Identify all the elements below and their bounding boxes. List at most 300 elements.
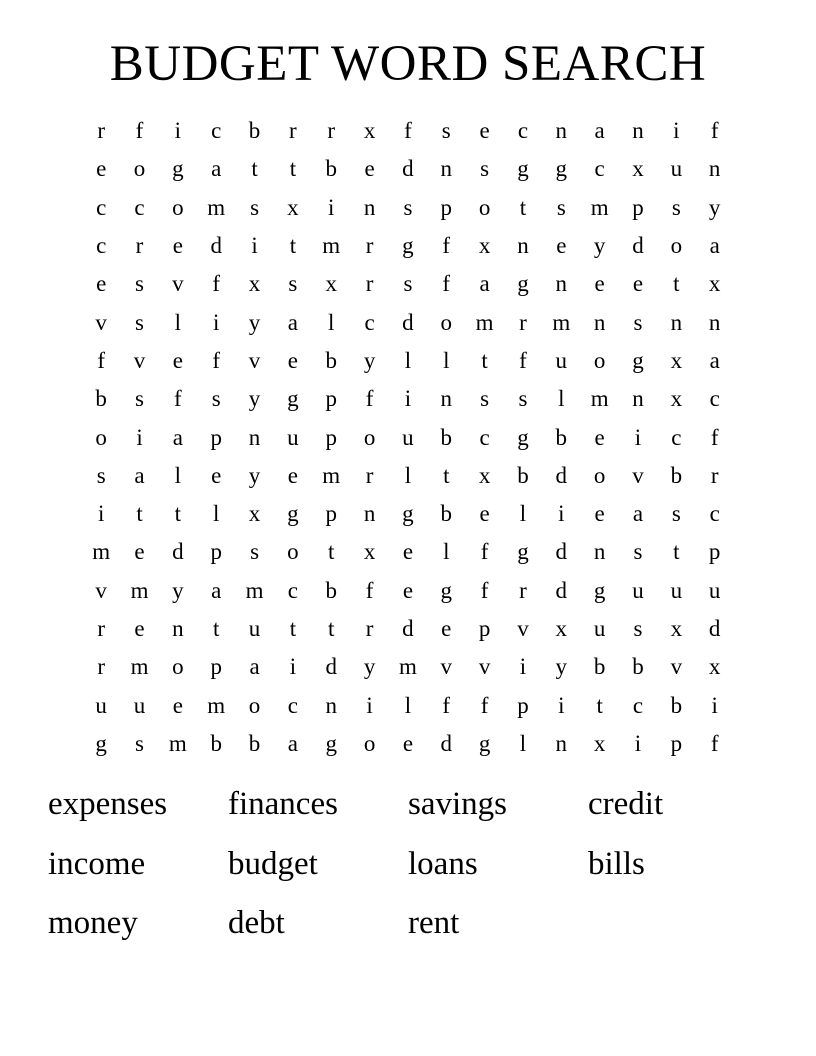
grid-letter: s: [250, 194, 260, 220]
grid-letter: t: [174, 501, 182, 527]
grid-row: [82, 112, 734, 150]
grid-letter: f: [365, 577, 374, 603]
grid-letter: i: [711, 692, 718, 718]
page-title: BUDGET WORD SEARCH: [109, 36, 707, 92]
grid-letter: u: [670, 156, 683, 182]
grid-letter: r: [365, 233, 374, 259]
grid-letter: u: [593, 616, 606, 641]
grid-letter: n: [440, 156, 453, 182]
grid-letter: u: [632, 577, 644, 603]
grid-letter: a: [287, 309, 298, 335]
grid-letter: y: [593, 233, 606, 259]
grid-row: [82, 533, 734, 571]
grid-letter: v: [172, 271, 184, 297]
grid-letter: c: [96, 233, 107, 259]
grid-letter: p: [210, 539, 222, 565]
grid-letter: m: [322, 233, 341, 259]
grid-letter: m: [245, 577, 264, 603]
grid-letter: o: [287, 539, 299, 565]
grid-letter: t: [289, 156, 297, 182]
grid-letter: n: [325, 692, 337, 718]
grid-letter: o: [172, 654, 184, 680]
grid-letter: n: [708, 156, 721, 182]
grid-letter: b: [593, 654, 606, 680]
grid-letter: u: [402, 424, 414, 450]
grid-letter: b: [95, 386, 107, 412]
grid-letter: d: [172, 539, 184, 565]
grid-letter: a: [632, 501, 644, 527]
grid-letter: x: [593, 730, 606, 756]
grid-letter: b: [670, 462, 683, 488]
grid-letter: s: [633, 539, 643, 565]
grid-letter: c: [479, 424, 490, 450]
grid-letter: m: [322, 462, 341, 488]
grid-letter: x: [248, 271, 261, 297]
grid-letter: s: [633, 616, 643, 641]
grid-letter: c: [632, 692, 644, 718]
grid-letter: g: [287, 386, 299, 412]
grid-letter: g: [555, 156, 568, 182]
grid-letter: l: [519, 501, 527, 527]
grid-letter: x: [363, 118, 376, 144]
letter-grid: [82, 112, 734, 763]
grid-row: [82, 342, 734, 380]
grid-letter: m: [207, 692, 226, 718]
grid-letter: l: [443, 539, 450, 565]
grid-letter: e: [402, 577, 414, 603]
grid-letter: s: [480, 386, 490, 412]
grid-letter: f: [135, 118, 144, 144]
grid-letter: p: [210, 424, 222, 450]
grid-letter: p: [708, 539, 721, 565]
grid-letter: f: [365, 386, 374, 412]
grid-letter: f: [480, 577, 489, 603]
grid-letter: i: [136, 424, 143, 450]
grid-letter: u: [95, 692, 107, 718]
grid-letter: f: [442, 271, 451, 297]
grid-letter: e: [402, 539, 414, 565]
grid-letter: e: [172, 347, 183, 373]
grid-letter: g: [517, 271, 529, 297]
grid-letter: g: [172, 156, 184, 182]
grid-letter: m: [130, 577, 149, 603]
grid-letter: d: [555, 462, 568, 488]
grid-letter: l: [443, 347, 450, 373]
grid-letter: l: [328, 309, 335, 335]
grid-letter: b: [248, 118, 261, 144]
grid-letter: a: [134, 462, 145, 488]
grid-row: [82, 495, 734, 533]
grid-letter: b: [517, 462, 529, 488]
grid-letter: c: [134, 194, 145, 220]
word-list-item: savings: [408, 786, 507, 822]
grid-letter: n: [632, 118, 644, 144]
grid-letter: l: [558, 386, 565, 412]
grid-letter: u: [708, 577, 721, 603]
grid-letter: i: [97, 501, 105, 527]
grid-letter: d: [402, 156, 414, 182]
grid-letter: c: [594, 156, 605, 182]
grid-letter: o: [363, 424, 376, 450]
grid-letter: e: [172, 233, 183, 259]
grid-letter: t: [443, 462, 450, 488]
grid-letter: n: [363, 194, 376, 220]
grid-letter: e: [632, 271, 644, 297]
grid-letter: x: [287, 194, 299, 220]
grid-row: [82, 303, 734, 341]
grid-letter: e: [211, 462, 222, 488]
grid-letter: c: [709, 386, 720, 412]
grid-letter: p: [325, 386, 337, 412]
grid-letter: n: [440, 386, 453, 412]
grid-letter: g: [95, 730, 107, 756]
grid-letter: s: [211, 386, 221, 412]
grid-letter: t: [136, 501, 143, 527]
grid-letter: b: [325, 156, 337, 182]
grid-letter: t: [673, 539, 680, 565]
grid-letter: v: [670, 654, 683, 680]
grid-letter: g: [593, 577, 606, 603]
grid-letter: l: [174, 462, 182, 488]
grid-letter: x: [248, 501, 261, 527]
grid-row: [82, 189, 734, 227]
grid-letter: s: [671, 194, 681, 220]
grid-letter: r: [365, 616, 374, 641]
grid-letter: s: [403, 194, 413, 220]
grid-row: [82, 648, 734, 686]
grid-letter: o: [172, 194, 184, 220]
grid-row: [82, 686, 734, 724]
grid-letter: t: [328, 539, 335, 565]
grid-letter: t: [328, 616, 335, 641]
grid-letter: x: [670, 386, 683, 412]
grid-letter: v: [517, 616, 529, 641]
grid-letter: x: [670, 347, 683, 373]
grid-letter: r: [519, 577, 527, 603]
grid-letter: d: [402, 616, 414, 641]
grid-letter: r: [97, 616, 105, 641]
grid-letter: s: [441, 118, 451, 144]
grid-letter: u: [248, 616, 261, 641]
grid-letter: p: [517, 692, 529, 718]
grid-letter: f: [480, 539, 489, 565]
grid-letter: o: [670, 233, 683, 259]
grid-letter: e: [402, 730, 414, 756]
grid-letter: i: [634, 424, 642, 450]
grid-letter: p: [210, 654, 222, 680]
grid-letter: s: [135, 730, 144, 756]
grid-letter: n: [593, 539, 606, 565]
grid-letter: l: [404, 347, 412, 373]
grid-letter: f: [404, 118, 412, 144]
grid-letter: t: [481, 347, 488, 373]
grid-letter: b: [210, 730, 222, 756]
grid-letter: a: [709, 233, 720, 259]
grid-letter: c: [287, 692, 298, 718]
grid-letter: m: [552, 309, 571, 335]
grid-letter: e: [134, 616, 145, 641]
grid-letter: b: [440, 501, 453, 527]
grid-letter: v: [133, 347, 146, 373]
grid-letter: a: [594, 118, 605, 144]
grid-letter: s: [96, 462, 106, 488]
grid-letter: t: [289, 616, 297, 641]
grid-letter: f: [710, 424, 719, 450]
grid-row: [82, 572, 734, 610]
grid-letter: t: [289, 233, 297, 259]
grid-letter: s: [480, 156, 490, 182]
grid-letter: s: [135, 386, 144, 412]
grid-letter: c: [211, 118, 222, 144]
grid-letter: e: [134, 539, 145, 565]
grid-letter: n: [555, 730, 568, 756]
word-list-item: budget: [228, 845, 318, 882]
grid-letter: u: [287, 424, 299, 450]
grid-letter: r: [710, 462, 719, 488]
grid-letter: s: [288, 271, 298, 297]
grid-letter: g: [517, 424, 529, 450]
grid-letter: o: [95, 424, 107, 450]
grid-letter: l: [404, 462, 412, 488]
grid-letter: i: [213, 309, 220, 335]
grid-letter: e: [96, 156, 107, 182]
grid-row: [82, 418, 734, 456]
grid-letter: g: [402, 233, 414, 259]
grid-letter: y: [172, 577, 184, 603]
grid-letter: o: [593, 462, 606, 488]
grid-letter: n: [248, 424, 261, 450]
grid-letter: o: [440, 309, 453, 335]
grid-letter: x: [708, 654, 721, 680]
grid-row: [82, 725, 734, 763]
grid-letter: n: [708, 309, 721, 335]
grid-letter: s: [403, 271, 413, 297]
grid-letter: i: [174, 118, 182, 144]
grid-letter: g: [325, 730, 337, 756]
grid-letter: e: [479, 118, 490, 144]
grid-letter: f: [212, 271, 221, 297]
grid-letter: f: [710, 118, 719, 144]
grid-letter: u: [670, 577, 683, 603]
grid-letter: g: [517, 156, 529, 182]
grid-letter: c: [517, 118, 529, 144]
grid-letter: l: [174, 309, 182, 335]
grid-letter: s: [556, 194, 566, 220]
word-list-item: debt: [228, 905, 285, 941]
grid-letter: x: [670, 616, 683, 641]
grid-letter: m: [398, 654, 417, 680]
grid-letter: n: [670, 309, 683, 335]
grid-letter: g: [478, 730, 491, 756]
grid-letter: o: [478, 194, 491, 220]
grid-letter: o: [363, 730, 376, 756]
grid-letter: e: [287, 347, 298, 373]
grid-letter: i: [519, 654, 527, 680]
grid-letter: d: [402, 309, 414, 335]
grid-letter: m: [130, 654, 149, 680]
grid-row: [82, 380, 734, 418]
grid-letter: r: [97, 654, 105, 680]
grid-letter: b: [248, 730, 261, 756]
grid-letter: i: [634, 730, 642, 756]
grid-letter: o: [248, 692, 261, 718]
grid-letter: u: [555, 347, 568, 373]
grid-letter: a: [172, 424, 183, 450]
grid-letter: i: [558, 501, 565, 527]
grid-letter: e: [287, 462, 298, 488]
grid-letter: r: [365, 462, 374, 488]
grid-letter: n: [593, 309, 606, 335]
grid-letter: r: [365, 271, 374, 297]
grid-letter: t: [596, 692, 603, 718]
grid-letter: g: [402, 501, 414, 527]
grid-letter: d: [555, 577, 568, 603]
grid-letter: p: [440, 194, 453, 220]
grid-letter: x: [478, 233, 491, 259]
grid-letter: d: [555, 539, 568, 565]
word-list-item: bills: [588, 845, 645, 882]
grid-letter: e: [556, 233, 567, 259]
grid-letter: i: [328, 194, 335, 220]
grid-letter: e: [594, 501, 605, 527]
grid-letter: x: [708, 271, 721, 297]
grid-letter: f: [174, 386, 182, 412]
grid-letter: s: [135, 271, 144, 297]
grid-letter: v: [248, 347, 261, 373]
grid-letter: d: [632, 233, 644, 259]
grid-letter: v: [95, 309, 107, 335]
grid-letter: p: [325, 501, 337, 527]
grid-letter: b: [632, 654, 644, 680]
grid-letter: v: [478, 654, 491, 680]
grid-letter: d: [708, 616, 721, 641]
grid-letter: p: [325, 424, 337, 450]
grid-letter: l: [404, 692, 412, 718]
grid-letter: s: [633, 309, 643, 335]
grid-letter: e: [479, 501, 490, 527]
grid-letter: a: [249, 654, 260, 680]
grid-letter: d: [210, 233, 222, 259]
grid-letter: t: [213, 616, 220, 641]
grid-letter: o: [593, 347, 606, 373]
word-list-item: credit: [588, 786, 664, 822]
grid-letter: c: [671, 424, 682, 450]
grid-row: [82, 610, 734, 648]
grid-letter: m: [207, 194, 226, 220]
grid-letter: g: [287, 501, 299, 527]
word-list-item: income: [48, 845, 146, 882]
grid-letter: g: [440, 577, 453, 603]
grid-letter: m: [168, 730, 187, 756]
grid-letter: e: [594, 424, 605, 450]
grid-letter: f: [212, 347, 221, 373]
grid-letter: e: [96, 271, 107, 297]
grid-letter: c: [709, 501, 720, 527]
grid-letter: y: [248, 309, 261, 335]
grid-letter: y: [248, 462, 261, 488]
grid-letter: y: [555, 654, 568, 680]
grid-letter: x: [325, 271, 337, 297]
grid-letter: c: [287, 577, 298, 603]
grid-row: [82, 150, 734, 188]
grid-letter: y: [248, 386, 261, 412]
grid-letter: f: [519, 347, 527, 373]
grid-letter: d: [325, 654, 337, 680]
grid-letter: c: [364, 309, 375, 335]
grid-letter: s: [250, 539, 260, 565]
grid-letter: m: [590, 194, 609, 220]
grid-letter: a: [479, 271, 490, 297]
word-list-item: expenses: [48, 786, 168, 822]
grid-letter: s: [671, 501, 681, 527]
grid-letter: n: [555, 118, 568, 144]
word-list-item: rent: [408, 905, 460, 941]
grid-letter: s: [135, 309, 144, 335]
grid-letter: y: [363, 654, 376, 680]
grid-letter: e: [441, 616, 452, 641]
grid-letter: f: [442, 233, 451, 259]
grid-letter: t: [251, 156, 258, 182]
word-list: [48, 778, 768, 957]
word-list-item: loans: [408, 845, 478, 882]
grid-letter: t: [519, 194, 527, 220]
grid-letter: i: [404, 386, 412, 412]
grid-letter: f: [480, 692, 489, 718]
grid-letter: m: [92, 539, 111, 565]
grid-letter: r: [519, 309, 527, 335]
grid-letter: r: [135, 233, 144, 259]
grid-letter: a: [211, 577, 222, 603]
grid-letter: s: [518, 386, 528, 412]
grid-letter: v: [440, 654, 453, 680]
grid-letter: v: [632, 462, 644, 488]
grid-letter: n: [555, 271, 568, 297]
grid-letter: a: [709, 347, 720, 373]
grid-letter: c: [96, 194, 107, 220]
grid-letter: b: [440, 424, 453, 450]
grid-letter: a: [211, 156, 222, 182]
grid-letter: t: [673, 271, 680, 297]
grid-letter: e: [594, 271, 605, 297]
grid-letter: a: [287, 730, 298, 756]
grid-letter: b: [325, 577, 337, 603]
grid-letter: e: [172, 692, 183, 718]
grid-letter: i: [289, 654, 297, 680]
grid-letter: n: [172, 616, 184, 641]
grid-letter: f: [710, 730, 719, 756]
grid-row: [82, 265, 734, 303]
grid-letter: o: [133, 156, 146, 182]
grid-letter: r: [289, 118, 297, 144]
grid-letter: y: [708, 194, 721, 220]
word-list-item: finances: [228, 786, 338, 822]
grid-letter: n: [632, 386, 644, 412]
grid-letter: g: [632, 347, 644, 373]
grid-row: [82, 457, 734, 495]
grid-letter: p: [670, 730, 683, 756]
grid-letter: r: [327, 118, 336, 144]
grid-letter: u: [133, 692, 146, 718]
grid-letter: d: [440, 730, 453, 756]
grid-letter: x: [363, 539, 376, 565]
grid-letter: b: [555, 424, 568, 450]
grid-letter: e: [364, 156, 375, 182]
grid-letter: b: [325, 347, 337, 373]
grid-letter: i: [251, 233, 258, 259]
word-list-item: money: [48, 905, 138, 941]
grid-letter: n: [517, 233, 529, 259]
grid-row: [82, 227, 734, 265]
